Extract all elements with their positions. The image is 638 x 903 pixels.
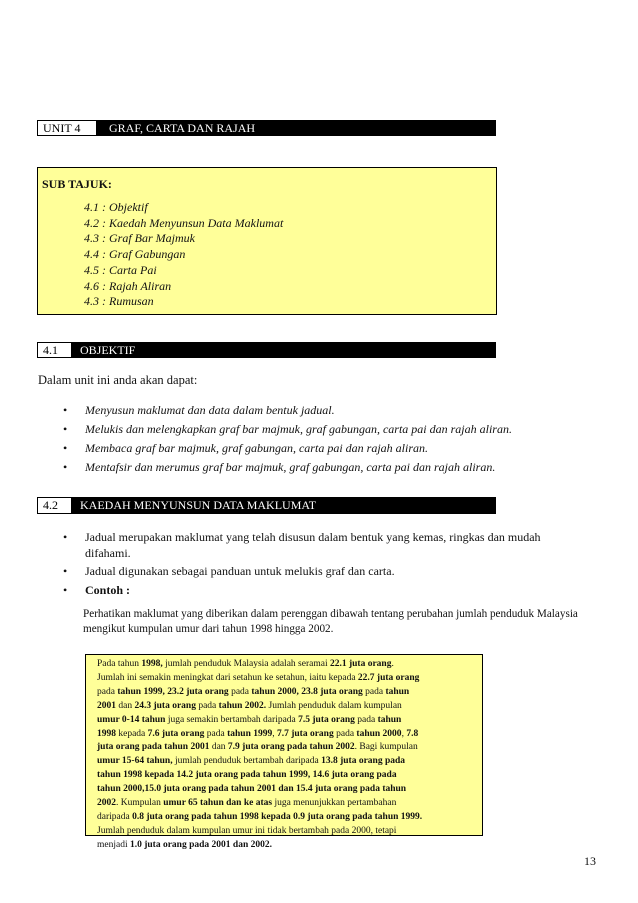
info-segment: 22.7 juta orang xyxy=(357,672,420,683)
info-segment: Jumlah ini semakin meningkat dari setahun ke setahun, iaitu kepada xyxy=(97,672,358,683)
objektif-intro: Dalam unit ini anda akan dapat: xyxy=(38,373,198,387)
info-segment: tahun 2000, 23.8 juta orang xyxy=(251,686,363,697)
info-segment: 22.1 juta orang xyxy=(329,659,392,669)
info-segment: tahun 2002. xyxy=(218,700,267,711)
info-segment: umur 15-64 tahun, xyxy=(97,756,173,767)
info-box xyxy=(85,654,483,850)
list-item: • Menyusun maklumat dan data dalam bentuk jadual. xyxy=(63,403,335,417)
list-item: • Jadual digunakan sebagai panduan untuk melukis graf dan carta. xyxy=(63,564,395,578)
info-segment: , xyxy=(272,728,277,739)
info-segment: dan xyxy=(209,742,228,753)
info-segment: 7.9 juta orang pada tahun 2002 xyxy=(227,742,355,753)
info-segment: 7.7 juta orang xyxy=(276,728,334,739)
info-segment: 2002 xyxy=(97,798,116,809)
info-segment: 1998, xyxy=(141,659,163,669)
contoh-paragraph: Perhatikan maklumat yang diberikan dalam perenggan dibawah tentang perubahan jumlah penduduk Malaysia mengikut kumpulan umur dari tahun 1998 hingga 2002. xyxy=(83,608,578,635)
page-number: 13 xyxy=(584,854,596,868)
info-segment: tahun 1999, 23.2 juta orang xyxy=(117,686,229,697)
info-segment: kepada xyxy=(116,728,148,739)
list-item-text: Membaca graf bar majmuk, graf gabungan, carta pai dan rajah aliran. xyxy=(85,441,428,455)
sub-tajuk-box xyxy=(37,167,497,315)
section-41-header xyxy=(37,342,496,358)
info-segment: . xyxy=(391,659,394,669)
kaedah-list xyxy=(63,530,588,601)
info-line xyxy=(97,728,481,742)
info-line xyxy=(97,825,481,839)
list-item: 4.5 : Carta Pai xyxy=(84,262,157,277)
section-42-header xyxy=(37,497,496,514)
unit-title: GRAF, CARTA DAN RAJAH xyxy=(109,121,256,135)
info-segment: pada xyxy=(228,686,252,697)
list-item: • Membaca graf bar majmuk, graf gabungan, carta pai dan rajah aliran. xyxy=(63,441,428,455)
info-line xyxy=(97,811,481,825)
section-number: 4.2 xyxy=(38,498,72,513)
info-segment: 7.6 juta orang xyxy=(147,728,205,739)
info-segment: pada xyxy=(333,728,357,739)
sub-tajuk-heading: SUB TAJUK: xyxy=(42,177,112,191)
info-segment: menjadi xyxy=(97,839,130,850)
list-item: • Melukis dan melengkapkan graf bar majmuk, graf gabungan, carta pai dan rajah aliran. xyxy=(63,422,512,436)
info-segment: tahun 2000 xyxy=(356,728,402,739)
info-segment: Pada tahun xyxy=(97,659,142,669)
info-line xyxy=(97,714,481,728)
info-segment: umur 65 tahun dan ke atas xyxy=(163,798,273,809)
list-item: 4.2 : Kaedah Menyunsun Data Maklumat xyxy=(84,215,284,230)
info-line xyxy=(97,839,481,853)
info-segment: Jumlah penduduk dalam kumpulan xyxy=(266,700,402,711)
info-segment: umur 0-14 tahun xyxy=(97,714,166,725)
list-item: 4.6 : Rajah Aliran xyxy=(84,278,172,293)
section-number: 4.1 xyxy=(38,343,72,357)
section-title: KAEDAH MENYUNSUN DATA MAKLUMAT xyxy=(80,498,317,512)
info-line xyxy=(97,769,481,783)
info-segment: daripada xyxy=(97,811,133,822)
info-segment: dan xyxy=(116,700,135,711)
info-segment: pada xyxy=(354,714,378,725)
list-item: • Mentafsir dan merumus graf bar majmuk, graf gabungan, carta pai dan rajah aliran. xyxy=(63,460,496,474)
info-line xyxy=(97,741,481,755)
info-segment: tahun xyxy=(385,686,410,697)
info-segment: . Kumpulan xyxy=(116,798,164,809)
info-line xyxy=(97,658,481,672)
unit-header xyxy=(37,120,496,136)
info-segment: pada xyxy=(204,728,228,739)
info-segment: tahun 2000,15.0 juta orang pada tahun 2001 dan 15.4 juta orang pada tahun xyxy=(97,784,407,795)
info-segment: 1998 xyxy=(97,728,116,739)
info-segment: , xyxy=(401,728,407,739)
info-segment: tahun 1998 kepada 14.2 juta orang pada tahun 1999, 14.6 juta orang pada xyxy=(97,770,397,781)
info-text xyxy=(97,658,481,853)
info-line xyxy=(97,797,481,811)
objektif-list xyxy=(63,401,603,477)
info-segment: 0.8 juta orang pada tahun 1998 kepada 0.9 juta orang pada tahun 1999. xyxy=(132,811,423,822)
list-item-text: Contoh : xyxy=(85,582,131,597)
info-segment: 7.5 juta orang xyxy=(298,714,355,725)
section-title: OBJEKTIF xyxy=(80,343,136,357)
info-segment: pada xyxy=(362,686,386,697)
info-segment: jumlah penduduk bertambah daripada xyxy=(172,756,322,767)
info-segment: 24.3 juta orang xyxy=(134,700,196,711)
info-segment: tahun 1999 xyxy=(227,728,273,739)
list-item: 4.3 : Rumusan xyxy=(84,294,154,309)
list-item: • Jadual merupakan maklumat yang telah disusun dalam bentuk yang kemas, ringkas dan mudah difahami. xyxy=(63,530,541,560)
list-item: • Contoh : xyxy=(63,582,131,597)
unit-number: UNIT 4 xyxy=(38,121,97,135)
info-line xyxy=(97,672,481,686)
list-item: 4.3 : Graf Bar Majmuk xyxy=(84,231,195,246)
info-segment: juga menunjukkan pertambahan xyxy=(272,798,397,809)
info-segment: 2001 xyxy=(97,700,116,711)
info-line xyxy=(97,755,481,769)
info-line xyxy=(97,783,481,797)
list-item-text: Melukis dan melengkapkan graf bar majmuk, graf gabungan, carta pai dan rajah aliran. xyxy=(85,422,512,436)
info-segment: 1.0 juta orang pada 2001 dan 2002. xyxy=(129,839,272,850)
list-item-text: Mentafsir dan merumus graf bar majmuk, graf gabungan, carta pai dan rajah aliran. xyxy=(85,460,496,474)
info-line xyxy=(97,700,481,714)
info-segment: pada xyxy=(97,686,118,697)
list-item-text: Jadual merupakan maklumat yang telah disusun dalam bentuk yang kemas, ringkas dan mudah difahami. xyxy=(85,530,541,560)
info-segment: pada xyxy=(195,700,219,711)
info-segment: juta orang pada tahun 2001 xyxy=(97,742,210,753)
list-item: 4.4 : Graf Gabungan xyxy=(84,247,186,262)
info-segment: tahun xyxy=(377,714,402,725)
info-segment: jumlah penduduk Malaysia adalah seramai xyxy=(162,659,330,669)
sub-tajuk-list xyxy=(84,200,283,310)
list-item-text: Jadual digunakan sebagai panduan untuk melukis graf dan carta. xyxy=(85,564,395,578)
list-item-text: Menyusun maklumat dan data dalam bentuk jadual. xyxy=(85,403,335,417)
info-segment: Jumlah penduduk dalam kumpulan umur ini tidak bertambah pada 2000, tetapi xyxy=(97,825,397,836)
info-segment: 13.8 juta orang pada xyxy=(321,756,406,767)
list-item: 4.1 : Objektif xyxy=(84,200,148,214)
info-segment: juga semakin bertambah daripada xyxy=(165,714,299,725)
info-segment: . Bagi kumpulan xyxy=(354,742,418,753)
info-segment: 7.8 xyxy=(406,728,419,739)
info-line xyxy=(97,686,481,700)
